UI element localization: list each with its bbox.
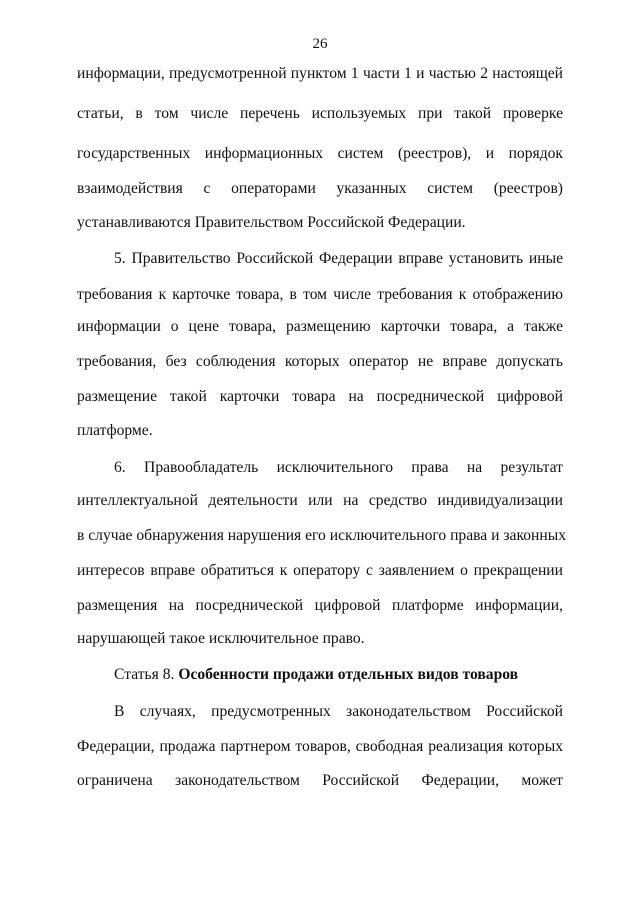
paragraph-6-line: размещения на посреднической цифровой платформе информации,	[77, 597, 563, 614]
paragraph-6-line: интересов вправе обратиться к оператору с заявлением о прекращении	[77, 562, 563, 579]
page-number: 26	[312, 36, 328, 52]
paragraph-5-line: 5. Правительство Российской Федерации вправе установить иные	[114, 250, 563, 267]
article-8-line: Федерации, продажа партнером товаров, свободная реализация которых	[77, 738, 563, 755]
article-number: Статья 8.	[114, 666, 179, 683]
paragraph-5-line: размещение такой карточки товара на посреднической цифровой	[77, 388, 563, 405]
text-line: устанавливаются Правительством Российской Федерации.	[77, 214, 466, 231]
article-title: Особенности продажи отдельных видов товаров	[178, 666, 519, 683]
paragraph-5-line: платформе.	[77, 422, 153, 439]
text-line: информации, предусмотренной пунктом 1 части 1 и частью 2 настоящей	[77, 65, 563, 82]
article-8-line: ограничена законодательством Российской Федерации, может	[77, 772, 563, 789]
paragraph-6-line: в случае обнаружения нарушения его исключительного права и законных	[77, 527, 566, 544]
text-line: статьи, в том числе перечень используемых при такой проверке	[77, 105, 563, 122]
text-line: взаимодействия с операторами указанных систем (реестров)	[77, 180, 563, 197]
paragraph-6-line: 6. Правообладатель исключительного права на результат	[114, 459, 563, 476]
text-line: государственных информационных систем (реестров), и порядок	[77, 145, 563, 162]
paragraph-5-line: информации о цене товара, размещению карточки товара, а также	[77, 318, 563, 335]
paragraph-5-line: требования, без соблюдения которых оператор не вправе допускать	[77, 353, 563, 370]
article-heading	[114, 665, 563, 685]
paragraph-6-line: интеллектуальной деятельности или на средство индивидуализации	[77, 492, 563, 509]
article-8-line: В случаях, предусмотренных законодательством Российской	[114, 703, 563, 720]
paragraph-6-line: нарушающей такое исключительное право.	[77, 630, 365, 647]
paragraph-5-line: требования к карточке товара, в том числе требования к отображению	[77, 286, 563, 303]
